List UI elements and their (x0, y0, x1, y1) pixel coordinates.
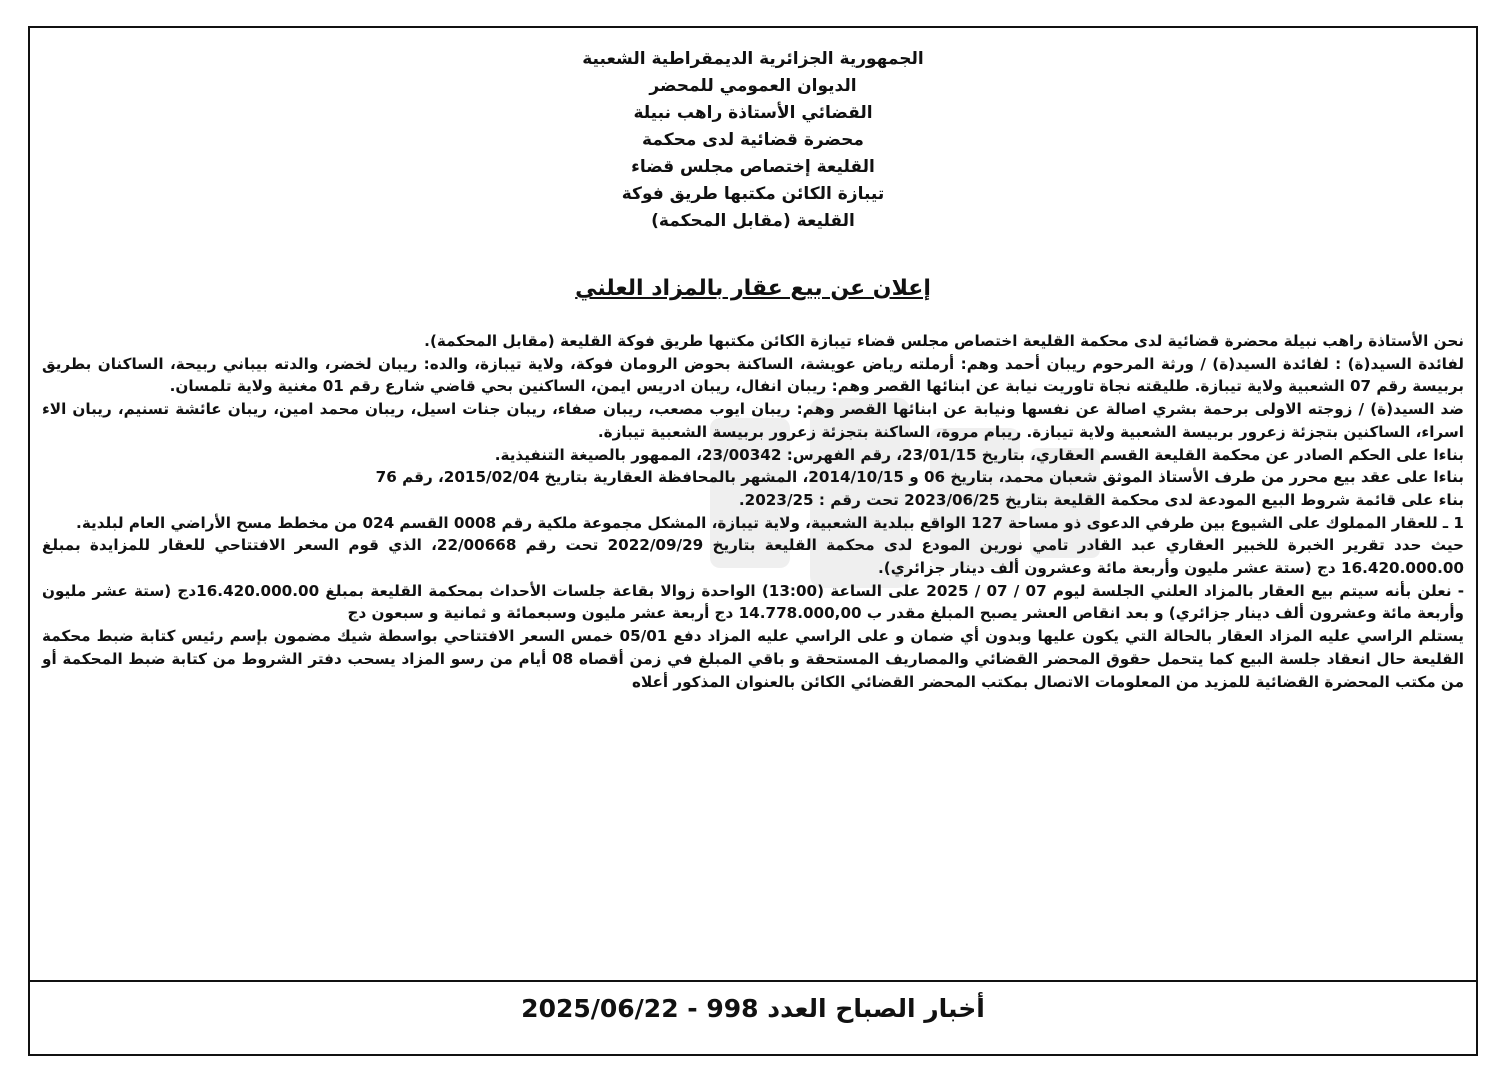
header-line: تيبازة الكائن مكتبها طريق فوكة (621, 184, 885, 204)
header-line: القضائي الأستاذة راهب نبيلة (633, 103, 873, 123)
body-paragraph: - نعلن بأنه سيتم بيع العقار بالمزاد العلني الجلسة ليوم 07 / 07 / 2025 على الساعة (13:00) الواحدة زوالا بقاعة جلسات الأحداث بمحكمة القليعة بمبلغ 16.420.000.00دج (ستة عشر مليون وأربعة مائة وعشرون ألف دينار جزائري) و بعد انقاص العشر يصبح المبلغ مقدر ب 14.778.000,00 دج أربعة عشر مليون وسبعمائة و ثمانية و سبعون دج (42, 581, 1465, 623)
body-paragraph: 1 ـ للعقار المملوك على الشيوع بين طرفي الدعوى ذو مساحة 127 الواقع ببلدية الشعبية، ولاية تيبازة، المشكل مجموعة ملكية رقم 0008 القسم 024 من مخطط مسح الأراضي العام لبلدية. (76, 513, 1464, 532)
header-line: محضرة قضائية لدى محكمة (642, 130, 864, 150)
body-paragraph: نحن الأستاذة راهب نبيلة محضرة قضائية لدى محكمة القليعة اختصاص مجلس قضاء تيبازة الكائن مكتبها طريق فوكة القليعة (مقابل المحكمة). (424, 332, 1464, 350)
body-paragraph: بناءا على عقد بيع محرر من طرف الأستاذ الموثق شعبان محمد، بتاريخ 06 و 2014/10/15، المشهر بالمحافظة العقارية بتاريخ 2015/02/04، رقم 76 (375, 468, 1464, 487)
header-line: القليعة إختصاص مجلس قضاء (631, 157, 875, 177)
body-paragraph: بناء على قائمة شروط البيع المودعة لدى محكمة القليعة بتاريخ 2023/06/25 تحت رقم : 2023/25. (738, 490, 1464, 509)
body-paragraph: حيث حدد تقرير الخبرة للخبير العقاري عبد القادر تامي نورين المودع لدى محكمة القليعة بتاريخ 2022/09/29 تحت رقم 22/00668، الذي قوم السعر الافتتاحي للعقار للمزايدة بمبلغ 16.420.000.00 دج (ستة عشر مليون وأربعة مائة وعشرون ألف دينار جزائري). (42, 536, 1465, 578)
body-paragraph: ضد السيد(ة) / زوجته الاولى برحمة بشري اصالة عن نفسها ونيابة عن ابنائها القصر وهم: ريبان ايوب مصعب، ريبان صفاء، ريبان جنات اسيل، ريبان محمد امين، ريبان عائشة تسنيم، ريبان الاء اسراء، الساكنين بتجزئة زعرور بربيسة الشعبية ولاية تيبازة. ريبام مروة، الساكنة بتجزئة زعرور بربيسة الشعبية تيبازة. (42, 400, 1464, 441)
announcement-title (30, 276, 1476, 301)
header-line: القليعة (مقابل المحكمة) (651, 211, 855, 231)
announcement-title-text: إعلان عن بيع عقار بالمزاد العلني (575, 276, 931, 301)
issuer-header (30, 46, 1476, 235)
body-paragraph: يستلم الراسي عليه المزاد العقار بالحالة التي يكون عليها وبدون أي ضمان و على الراسي عليه المزاد دفع 05/01 خمس السعر الافتتاحي بواسطة شيك مضمون بإسم رئيس كتابة ضبط محكمة القليعة حال انعقاد جلسة البيع كما يتحمل حقوق المحضر القضائي والمصاريف المستحقة و باقي المبلغ في زمن أقصاه 08 أيام من رسو المزاد يسحب دفتر الشروط من كتابة ضبط المحكمة أو من مكتب المحضرة القضائية للمزيد من المعلومات الاتصال بمكتب المحضر القضائي الكائن بالعنوان المذكور أعلاه (42, 627, 1465, 691)
body-paragraph: لفائدة السيد(ة) : لفائدة السيد(ة) / ورثة المرحوم ريبان أحمد وهم: أرملته رياض عويشة، الساكنة بحوض الرومان فوكة، ولاية تيبازة، والده: ريبان لخضر، والدته بيباني ربيحة، الساكنان بطريق بربيسة رقم 07 الشعبية ولاية تيبازة. طليقته نجاة تاوريت نيابة عن ابنائها القصر وهم: ريبان انفال، ريبان ادريس ايمن، الساكنين بحي قاضي شارع رقم 01 مغنية ولاية تلمسان. (42, 354, 1464, 396)
newspaper-footer (30, 994, 1476, 1023)
body-paragraph: بناءا على الحكم الصادر عن محكمة القليعة القسم العقاري، بتاريخ 23/01/15، رقم الفهرس: 23/00342، الممهور بالصيغة التنفيذية. (494, 445, 1464, 464)
footer-text: أخبار الصباح العدد 998 - 2025/06/22 (521, 994, 985, 1023)
announcement-frame (28, 26, 1478, 1056)
announcement-body (42, 330, 1464, 693)
header-line: الديوان العمومي للمحضر (649, 76, 857, 96)
footer-divider (30, 980, 1476, 982)
header-line: الجمهورية الجزائرية الديمقراطية الشعبية (582, 49, 924, 69)
